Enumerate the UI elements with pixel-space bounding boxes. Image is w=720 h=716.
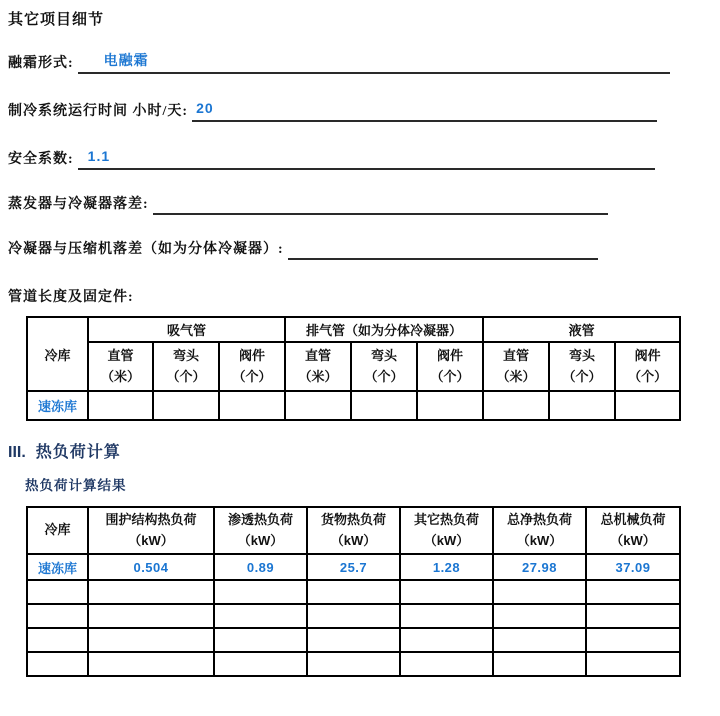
empty-cell xyxy=(27,580,88,604)
value-cell xyxy=(483,391,549,420)
empty-cell xyxy=(586,652,680,676)
empty-cell xyxy=(214,628,307,652)
group-header-cell: 排气管（如为分体冷凝器） xyxy=(285,317,483,342)
heat-load-results-subheading: 热负荷计算结果 xyxy=(25,478,127,493)
empty-cell xyxy=(214,652,307,676)
empty-cell xyxy=(493,604,586,628)
table-row xyxy=(27,580,680,604)
value-cell xyxy=(219,391,285,420)
subheader-cell: 弯头 （个） xyxy=(351,342,417,391)
heat-load-table xyxy=(26,506,681,677)
column-header-cell: 围护结构热负荷 （kW） xyxy=(88,507,214,554)
empty-cell xyxy=(88,580,214,604)
value-cell xyxy=(153,391,219,420)
subheader-cell: 阀件 （个） xyxy=(417,342,483,391)
empty-cell xyxy=(88,628,214,652)
empty-cell xyxy=(307,604,400,628)
field-value: 电融霜 xyxy=(103,52,149,68)
value-cell xyxy=(88,391,153,420)
page-title: 其它项目细节 xyxy=(8,12,105,28)
table-row xyxy=(27,391,680,420)
field-blank-line xyxy=(78,146,655,170)
empty-cell xyxy=(88,604,214,628)
empty-cell xyxy=(586,628,680,652)
empty-cell xyxy=(214,580,307,604)
column-header-cell: 渗透热负荷 （kW） xyxy=(214,507,307,554)
group-header-cell: 吸气管 xyxy=(88,317,285,342)
field-evap-cond-drop xyxy=(8,194,670,215)
empty-cell xyxy=(586,580,680,604)
pipe-length-table xyxy=(26,316,681,421)
table-row xyxy=(27,604,680,628)
value-cell xyxy=(615,391,680,420)
empty-cell xyxy=(307,580,400,604)
value-cell xyxy=(549,391,615,420)
field-label: 蒸发器与冷凝器落差: xyxy=(8,197,149,212)
empty-cell xyxy=(27,604,88,628)
column-header-cell: 其它热负荷 （kW） xyxy=(400,507,493,554)
value-cell: 25.7 xyxy=(307,554,400,580)
subheader-cell: 阀件 （个） xyxy=(615,342,680,391)
field-label: 融霜形式: xyxy=(8,56,74,71)
field-value: 1.1 xyxy=(87,148,111,164)
column-header-cell: 总净热负荷 （kW） xyxy=(493,507,586,554)
value-cell: 37.09 xyxy=(586,554,680,580)
empty-cell xyxy=(214,604,307,628)
empty-cell xyxy=(307,652,400,676)
table-row xyxy=(27,628,680,652)
subheader-cell: 弯头 （个） xyxy=(153,342,219,391)
empty-cell xyxy=(307,628,400,652)
empty-cell xyxy=(400,652,493,676)
table-row xyxy=(27,317,680,342)
empty-cell xyxy=(400,580,493,604)
empty-cell xyxy=(493,628,586,652)
subheader-cell: 直管 （米） xyxy=(285,342,351,391)
subheader-cell: 直管 （米） xyxy=(88,342,153,391)
value-cell: 0.504 xyxy=(88,554,214,580)
value-cell: 27.98 xyxy=(493,554,586,580)
empty-cell xyxy=(27,628,88,652)
subheader-cell: 阀件 （个） xyxy=(219,342,285,391)
table-row xyxy=(27,554,680,580)
field-label: 制冷系统运行时间 小时/天: xyxy=(8,104,189,119)
subheader-cell: 直管 （米） xyxy=(483,342,549,391)
field-cond-comp-drop xyxy=(8,239,670,260)
field-blank-line xyxy=(288,239,598,260)
column-header-cell: 总机械负荷 （kW） xyxy=(586,507,680,554)
field-blank-line xyxy=(192,98,657,122)
value-cell xyxy=(417,391,483,420)
field-run-hours xyxy=(8,98,670,122)
warehouse-cell: 速冻库 xyxy=(27,391,88,420)
field-label: 安全系数: xyxy=(8,152,74,167)
field-blank-line xyxy=(78,50,670,74)
empty-cell xyxy=(27,652,88,676)
column-header-cell: 货物热负荷 （kW） xyxy=(307,507,400,554)
field-safety-factor xyxy=(8,146,670,170)
value-cell xyxy=(351,391,417,420)
table-row xyxy=(27,652,680,676)
warehouse-header-cell: 冷库 xyxy=(27,507,88,554)
section-title: 热负荷计算 xyxy=(35,444,121,461)
field-defrost-type xyxy=(8,50,670,74)
empty-cell xyxy=(400,604,493,628)
warehouse-cell: 速冻库 xyxy=(27,554,88,580)
value-cell: 0.89 xyxy=(214,554,307,580)
section-number: III. xyxy=(8,444,26,461)
section-heading-heat-load xyxy=(8,439,670,462)
pipes-section-heading: 管道长度及固定件: xyxy=(8,290,134,305)
field-blank-line xyxy=(153,194,608,215)
field-value: 20 xyxy=(196,100,214,116)
warehouse-header-cell: 冷库 xyxy=(27,317,88,391)
table-row xyxy=(27,342,680,391)
empty-cell xyxy=(493,652,586,676)
table-header-row xyxy=(27,507,680,554)
empty-cell xyxy=(586,604,680,628)
empty-cell xyxy=(400,628,493,652)
empty-cell xyxy=(493,580,586,604)
value-cell xyxy=(285,391,351,420)
field-label: 冷凝器与压缩机落差（如为分体冷凝器）: xyxy=(8,242,284,257)
empty-cell xyxy=(88,652,214,676)
value-cell: 1.28 xyxy=(400,554,493,580)
subheader-cell: 弯头 （个） xyxy=(549,342,615,391)
group-header-cell: 液管 xyxy=(483,317,680,342)
